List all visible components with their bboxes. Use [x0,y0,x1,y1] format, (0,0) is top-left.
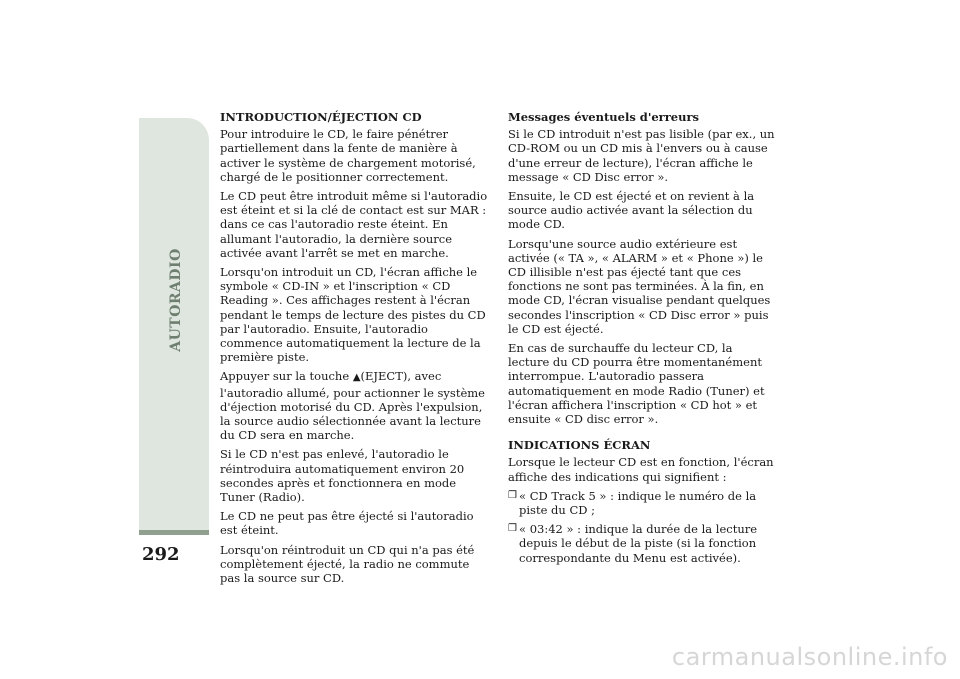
paragraph: Si le CD n'est pas enlevé, l'autoradio le réintroduira automatiquement environ 20 secondes après et fonctionnera en mode Tuner (Radio). [220,447,465,505]
paragraph-text: (EJECT), avec l'autoradio allumé, pour actionner le système d'éjection motorisé du CD. Après l'expulsion, la source audio sélectionnée avant la lecture du CD sera en marche. [220,369,485,443]
paragraph-eject [220,369,492,442]
list-item [508,489,776,517]
eject-icon: ▲ [352,372,361,384]
paragraph: Lorsqu'on introduit un CD, l'écran affiche le symbole « CD-IN » et l'inscription « CD Reading ». Ces affichages restent à l'écran pendant le temps de lecture des pistes du CD par l'autoradio. Ensuite, l'autoradio commence automatiquement la lecture de la première piste. [220,265,486,365]
list-item [508,522,776,565]
checkbox-bullet-icon: ❒ [508,489,517,501]
paragraph-text: Appuyer sur la touche [220,369,353,384]
section-label: AUTORADIO [168,248,184,352]
page-number: 292 [142,544,180,565]
paragraph: Lorsqu'on réintroduit un CD qui n'a pas été complètement éjecté, la radio ne commute pas la source sur CD. [220,542,475,586]
heading-screen-indications: INDICATIONS ÉCRAN [508,438,651,453]
list-item-text: « CD Track 5 » : indique le numéro de la piste du CD ; [519,488,757,518]
paragraph: Lorsque le lecteur CD est en fonction, l'écran affiche des indications qui signifient : [508,455,774,484]
paragraph: Lorsqu'une source audio extérieure est activée (« TA », « ALARM » et « Phone ») le CD illisible n'est pas éjecté tant que ces fonctions ne sont pas terminées. À la fin, en mode CD, l'écran visualise pendant quelques secondes l'inscription « CD Disc error » puis le CD est éjecté. [508,236,771,336]
paragraph: Le CD ne peut pas être éjecté si l'autoradio est éteint. [220,509,474,538]
paragraph: Si le CD introduit n'est pas lisible (par ex., un CD-ROM ou un CD mis à l'envers ou à cause d'une erreur de lecture), l'écran affiche le message « CD Disc error ». [508,127,775,184]
heading-introduction: INTRODUCTION/ÉJECTION CD [220,110,422,124]
paragraph: En cas de surchauffe du lecteur CD, la lecture du CD pourra être momentanément interrompue. L'autoradio passera automatiquement en mode Radio (Tuner) et l'écran affichera l'inscription « CD hot » et ensuite « CD disc error ». [508,341,765,427]
heading-error-messages: Messages éventuels d'erreurs [508,110,700,124]
left-column [220,110,492,590]
watermark: carmanualsonline.info [671,643,948,671]
checkbox-bullet-icon: ❒ [508,523,517,535]
paragraph: Ensuite, le CD est éjecté et on revient à la source audio activée avant la sélection du mode CD. [508,189,755,232]
section-tab-divider [139,530,209,535]
right-column [508,110,776,570]
paragraph: Le CD peut être introduit même si l'autoradio est éteint et si la clé de contact est sur MAR : dans ce cas l'autoradio reste éteint. En allumant l'autoradio, la dernière source activée avant l'arrêt se met en marche. [220,189,488,260]
paragraph: Pour introduire le CD, le faire pénétrer partiellement dans la fente de manière à activer le système de chargement motorisé, chargé de le positionner correctement. [220,127,476,184]
list-item-text: « 03:42 » : indique la durée de la lecture depuis le début de la piste (si la fonction correspondante du Menu est activée). [519,522,758,565]
